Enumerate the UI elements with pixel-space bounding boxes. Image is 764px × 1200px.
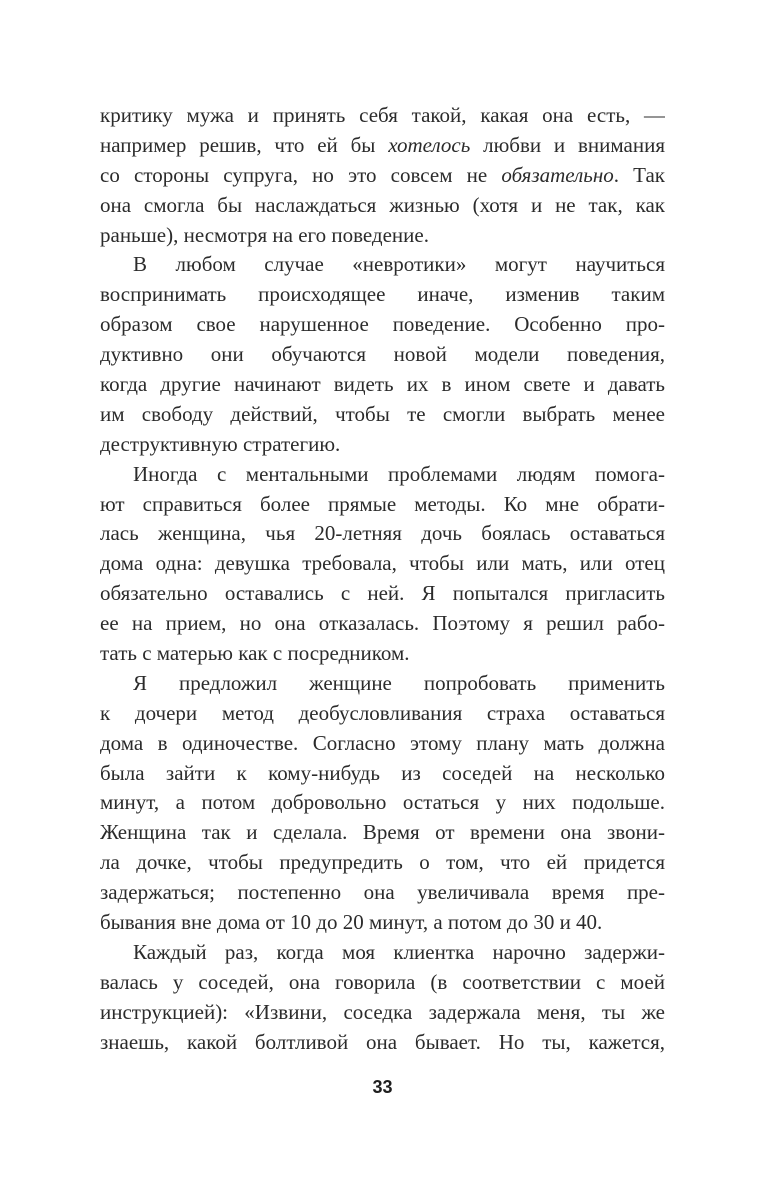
italic-text: хотелось <box>388 132 471 157</box>
text-segment: она смогла бы наслаждаться жизнью (хотя и не так, как <box>100 192 665 217</box>
text-line <box>100 848 665 878</box>
paragraph <box>100 460 665 669</box>
text-segment: В любом случае «невротики» могут научиться <box>133 252 665 277</box>
text-line <box>100 968 665 998</box>
text-line <box>100 579 665 609</box>
text-line <box>100 400 665 430</box>
text-line <box>100 131 665 161</box>
text-line <box>100 998 665 1028</box>
text-segment: знаешь, какой болтливой она бывает. Но ты, кажется, <box>100 1029 665 1054</box>
text-line <box>100 460 665 490</box>
text-line <box>100 549 665 579</box>
text-segment: была зайти к кому-нибудь из соседей на несколько <box>100 760 665 785</box>
text-line <box>100 490 665 520</box>
text-segment: раньше), несмотря на его поведение. <box>100 222 429 247</box>
text-segment: ла дочке, чтобы предупредить о том, что ей придется <box>100 850 665 875</box>
text-segment: воспринимать происходящее иначе, изменив таким <box>100 282 665 307</box>
text-line <box>100 519 665 549</box>
text-segment: бывания вне дома от 10 до 20 минут, а потом до 30 и 40. <box>100 910 603 935</box>
text-segment: Иногда с ментальными проблемами людям помога- <box>133 461 665 486</box>
text-segment: Каждый раз, когда моя клиентка нарочно задержи- <box>133 939 665 964</box>
text-line <box>100 430 665 460</box>
text-segment: лась женщина, чья 20-летняя дочь боялась оставаться <box>100 521 665 546</box>
text-block <box>100 101 665 1058</box>
text-line <box>100 818 665 848</box>
text-segment: со стороны супруга, но это совсем не <box>100 162 502 187</box>
text-line <box>100 280 665 310</box>
text-segment: Женщина так и сделала. Время от времени она звони- <box>100 820 665 845</box>
text-line <box>100 1028 665 1058</box>
text-line <box>100 191 665 221</box>
paragraph <box>100 101 665 250</box>
text-segment: критику мужа и принять себя такой, какая она есть, — <box>100 103 665 127</box>
text-segment: . Так <box>613 162 665 187</box>
text-line <box>100 938 665 968</box>
text-line <box>100 639 665 669</box>
text-segment: к дочери метод деобусловливания страха оставаться <box>100 700 665 725</box>
text-line <box>100 609 665 639</box>
text-segment: инструкцией): «Извини, соседка задержала меня, ты же <box>100 999 665 1024</box>
text-segment: любви и внимания <box>470 132 665 157</box>
text-line <box>100 310 665 340</box>
text-line <box>100 101 665 131</box>
text-line <box>100 340 665 370</box>
page-number: 33 <box>372 1077 393 1097</box>
text-line <box>100 878 665 908</box>
text-segment: ют справиться более прямые методы. Ко мне обрати- <box>100 491 665 516</box>
text-segment: валась у соседей, она говорила (в соответствии с моей <box>100 969 665 994</box>
text-line <box>100 221 665 251</box>
text-line <box>100 759 665 789</box>
text-line <box>100 161 665 191</box>
text-segment: ее на прием, но она отказалась. Поэтому я решил рабо- <box>100 611 665 636</box>
text-segment: деструктивную стратегию. <box>100 431 341 456</box>
text-segment: им свободу действий, чтобы те смогли выбрать менее <box>100 401 665 426</box>
text-line <box>100 250 665 280</box>
text-segment: минут, а потом добровольно остаться у них подольше. <box>100 790 665 815</box>
text-segment: дома в одиночестве. Согласно этому плану мать должна <box>100 730 665 755</box>
text-segment: обязательно оставались с ней. Я попытался пригласить <box>100 581 665 606</box>
text-segment: когда другие начинают видеть их в ином свете и давать <box>100 372 665 397</box>
text-line <box>100 370 665 400</box>
paragraph <box>100 250 665 459</box>
text-segment: тать с матерью как с посредником. <box>100 641 410 666</box>
text-segment: образом свое нарушенное поведение. Особенно про- <box>100 312 665 337</box>
text-segment: задержаться; постепенно она увеличивала время пре- <box>100 880 665 905</box>
italic-text: обязательно <box>501 162 614 187</box>
paragraph <box>100 669 665 938</box>
text-line <box>100 669 665 699</box>
text-line <box>100 788 665 818</box>
text-line <box>100 729 665 759</box>
paragraph <box>100 938 665 1058</box>
text-segment: например решив, что ей бы <box>100 132 389 157</box>
text-segment: дома одна: девушка требовала, чтобы или мать, или отец <box>100 551 665 576</box>
text-segment: Я предложил женщине попробовать применить <box>133 670 665 695</box>
text-line <box>100 699 665 729</box>
text-segment: дуктивно они обучаются новой модели поведения, <box>100 342 665 367</box>
text-line <box>100 908 665 938</box>
